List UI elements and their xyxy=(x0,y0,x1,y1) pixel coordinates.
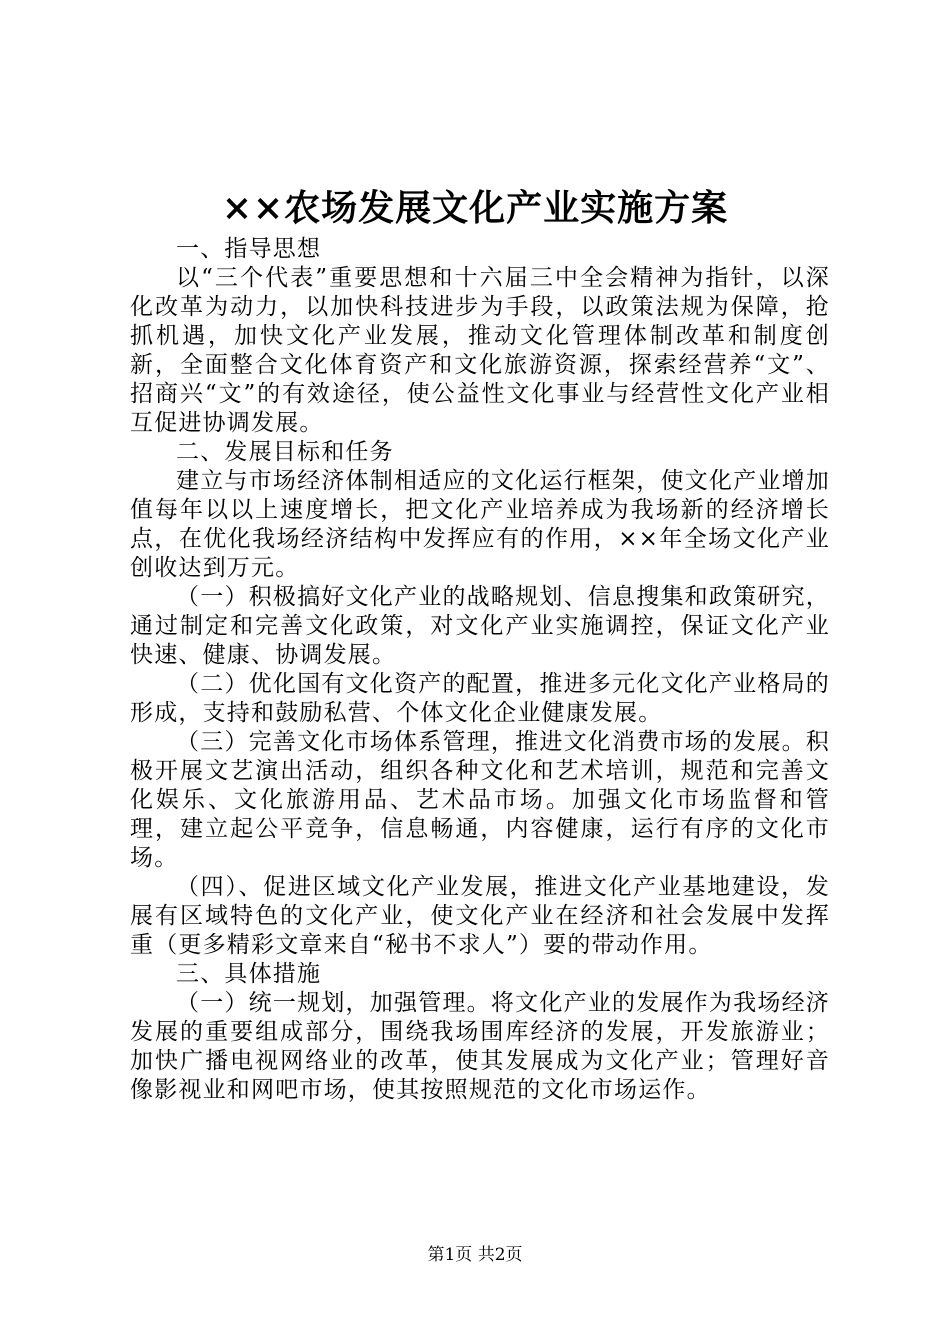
paragraph-task-1: （一）积极搞好文化产业的战略规划、信息搜集和政策研究，通过制定和完善文化政策，对文化产业实施调控，保证文化产业快速、健康、协调发展。 xyxy=(130,584,830,668)
section-heading-measures: 三、具体措施 xyxy=(176,961,322,987)
page-footer: 第1页 共2页 xyxy=(427,1245,523,1265)
paragraph-task-2: （二）优化国有文化资产的配置，推进多元化文化产业格局的形成，支持和鼓励私营、个体文化企业健康发展。 xyxy=(130,671,830,726)
section-heading-guiding-ideology: 一、指导思想 xyxy=(176,236,322,262)
paragraph-guiding-ideology: 以“三个代表”重要思想和十六届三中全会精神为指针，以深化改革为动力，以加快科技进步为手段，以政策法规为保障，抢抓机遇，加快文化产业发展，推动文化管理体制改革和制度创新，全面整合文化体育资产和文化旅游资源，探索经营养“文”、招商兴“文”的有效途径，使公益性文化事业与经营性文化产业相互促进协调发展。 xyxy=(130,265,830,436)
paragraph-measure-1: （一）统一规划，加强管理。将文化产业的发展作为我场经济发展的重要组成部分，围绕我场围库经济的发展，开发旅游业；加快广播电视网络业的改革，使其发展成为文化产业；管理好音像影视业和网吧市场，使其按照规范的文化市场运作。 xyxy=(130,990,830,1103)
paragraph-task-4: （四）、促进区域文化产业发展，推进文化产业基地建设，发展有区域特色的文化产业，使文化产业在经济和社会发展中发挥重（更多精彩文章来自“秘书不求人”）要的带动作用。 xyxy=(130,874,830,958)
paragraph-task-3: （三）完善文化市场体系管理，推进文化消费市场的发展。积极开展文艺演出活动，组织各种文化和艺术培训，规范和完善文化娱乐、文化旅游用品、艺术品市场。加强文化市场监督和管理，建立起公平竞争，信息畅通，内容健康，运行有序的文化市场。 xyxy=(130,729,830,871)
paragraph-goals-overview: 建立与市场经济体制相适应的文化运行框架，使文化产业增加值每年以以上速度增长，把文化产业培养成为我场新的经济增长点，在优化我场经济结构中发挥应有的作用，××年全场文化产业创收达到万元。 xyxy=(130,468,830,581)
document-body xyxy=(130,235,830,1105)
section-heading-goals-tasks: 二、发展目标和任务 xyxy=(176,439,394,465)
document-title: ××农场发展文化产业实施方案 xyxy=(221,187,729,229)
